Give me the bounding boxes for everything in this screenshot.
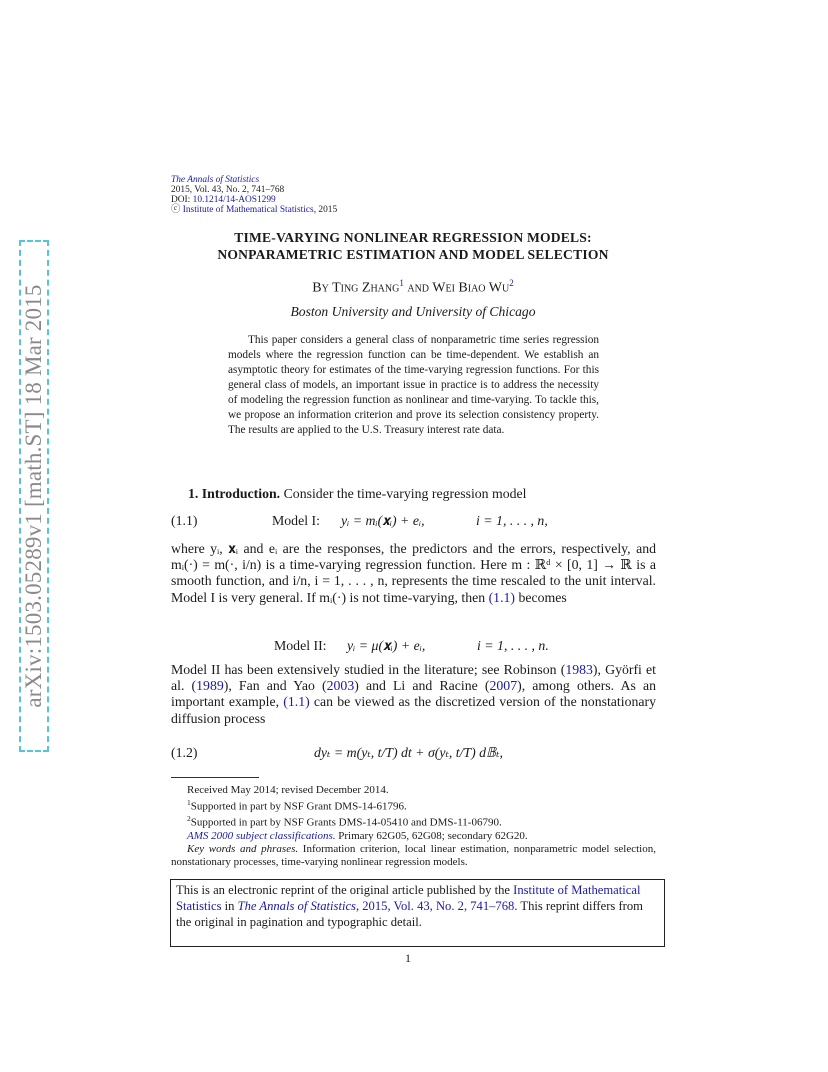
authors-by: By (312, 280, 333, 296)
equation-model-2-formula: yᵢ = μ(𝐱ᵢ) + eᵢ, (347, 638, 426, 653)
journal-copyright (171, 205, 337, 215)
section-heading: 1. Introduction. (188, 486, 281, 501)
reprint-text-1: This is an electronic reprint of the original article published by the (176, 883, 514, 897)
copyright-icon: ⓒ (171, 205, 181, 215)
keywords-text: Information criterion, local linear estimation, nonparametric model selection, nonstationary processes, time-varying nonlinear regression models. (171, 842, 656, 868)
doi-link[interactable]: 10.1214/14-AOS1299 (192, 195, 276, 205)
equation-1-1-formula: yᵢ = mᵢ(𝐱ᵢ) + eᵢ, (341, 513, 425, 528)
cite-fan-yao-2003[interactable]: 2003 (326, 678, 355, 694)
footnote-ams (171, 830, 656, 843)
equation-1-1-label: Model I: (272, 513, 320, 528)
footnote-keywords (171, 843, 656, 869)
reprint-notice-box (170, 879, 665, 947)
cite-robinson-1983[interactable]: 1983 (565, 662, 593, 677)
author-1: Ting Zhang (332, 280, 400, 296)
arxiv-stamp[interactable] (19, 240, 49, 752)
footnote-2 (171, 813, 656, 830)
authors (170, 278, 656, 297)
equation-1-2 (171, 745, 656, 763)
para2-text-6: can be viewed as the discretized version of the nonstationary diffusion process (171, 694, 657, 726)
title-line-2: NONPARAMETRIC ESTIMATION AND MODEL SELECTION (217, 247, 609, 262)
abstract (228, 333, 599, 438)
affiliation: Boston University and University of Chicago (290, 304, 536, 319)
section-lead: Consider the time-varying regression model (280, 486, 527, 501)
footnote-1 (171, 797, 656, 814)
para2-text-2: ), Györfi et al. ( (171, 662, 656, 694)
author-2-footnote-mark[interactable]: 2 (509, 278, 514, 288)
copyright-year: , 2015 (313, 205, 338, 215)
journal-volume: 2015, Vol. 43, No. 2, 741–768 (171, 185, 285, 195)
reprint-link-ims[interactable]: Institute of Mathematical Statistics (176, 883, 641, 913)
cite-gyorfi-1989[interactable]: 1989 (196, 678, 224, 694)
arxiv-stamp-text[interactable]: arXiv:1503.05289v1 [math.ST] 18 Mar 2015 (21, 284, 46, 708)
author-1-footnote-mark[interactable]: 1 (399, 278, 404, 288)
paragraph-1 (171, 541, 656, 606)
doi-prefix: DOI: (171, 195, 193, 205)
para2-text-1: Model II has been extensively studied in the literature; see Robinson ( (171, 662, 566, 677)
equation-1-1-range: i = 1, . . . , n, (476, 513, 548, 528)
keywords-label: Key words and phrases. (187, 842, 299, 855)
footnote-2-text: Supported in part by NSF Grants DMS-14-05410 and DMS-11-06790. (190, 817, 502, 830)
ams-classification-link[interactable]: AMS 2000 subject classifications. (187, 830, 336, 843)
para1-text-1: where yᵢ, 𝐱ᵢ and eᵢ are the responses, the predictors and the errors, respectively, and mᵢ(·) = m(·, i/n) is a time-varying regression function. Here m : ℝᵈ × [0, 1] → ℝ is a smooth function, and i/n, i = 1, . . . , n, represents the time rescaled to the unit interval. Model I is very general. If mᵢ(·) is not time-varying, then (171, 541, 656, 605)
journal-doi-line (171, 195, 337, 205)
equation-number-1-1: (1.1) (171, 513, 198, 528)
reprint-text-3: , (355, 899, 363, 913)
abstract-text: This paper considers a general class of nonparametric time series regression models where the regression function can be time-dependent. We establish an asymptotic theory for estimates of the time-varying regression functions. For this general class of models, an important issue in practice is to address the necessity of modeling the regression function as nonlinear and time-varying. To tackle this, we propose an information criterion and prove its selection consistency property. The results are applied to the U.S. Treasury interest rate data. (228, 334, 599, 436)
para2-ref-1-1[interactable]: (1.1) (283, 694, 310, 710)
journal-name[interactable]: The Annals of Statistics (171, 175, 260, 185)
section-intro (171, 486, 656, 502)
authors-and: and (403, 280, 433, 296)
cite-li-racine-2007[interactable]: 2007 (489, 678, 518, 694)
copyright-link[interactable]: Institute of Mathematical Statistics (182, 205, 314, 215)
equation-model-2 (171, 638, 656, 656)
para1-ref-1-1[interactable]: (1.1) (488, 589, 516, 605)
footnote-1-mark: 1 (187, 797, 191, 807)
author-2: Wei Biao Wu (432, 280, 510, 296)
equation-number-1-2: (1.2) (171, 745, 198, 760)
equation-model-2-range: i = 1, . . . , n. (477, 638, 549, 653)
reprint-link-journal[interactable]: The Annals of Statistics (237, 899, 356, 913)
para2-text-4: ) and Li and Racine ( (354, 678, 490, 694)
para2-text-5: ), among others. As an important example, (171, 678, 656, 710)
equation-model-2-label: Model II: (274, 638, 327, 653)
paper-title (170, 229, 656, 263)
para1-text-2: becomes (515, 589, 567, 605)
equation-1-1 (171, 513, 656, 531)
footnotes (171, 784, 656, 869)
footnote-1-text: Supported in part by NSF Grant DMS-14-61796. (190, 800, 407, 813)
para2-text-3: ), Fan and Yao ( (223, 678, 327, 694)
ams-classification-text: Primary 62G05, 62G08; secondary 62G20. (335, 830, 528, 843)
reprint-text-2: in (221, 899, 238, 913)
paragraph-2 (171, 662, 656, 727)
title-line-1: TIME-VARYING NONLINEAR REGRESSION MODELS: (234, 230, 592, 245)
footnote-rule (171, 777, 259, 778)
page-number: 1 (405, 951, 411, 965)
reprint-text-4: . This reprint differs from the original in pagination and typographic detail. (176, 899, 643, 929)
reprint-link-volume[interactable]: 2015, Vol. 43, No. 2, 741–768 (362, 899, 515, 913)
footnote-2-mark: 2 (187, 814, 191, 824)
footnote-received: Received May 2014; revised December 2014. (187, 784, 389, 796)
journal-header (171, 175, 337, 215)
equation-1-2-formula: dyₜ = m(yₜ, t/T) dt + σ(yₜ, t/T) d𝔹ₜ, (314, 745, 503, 760)
